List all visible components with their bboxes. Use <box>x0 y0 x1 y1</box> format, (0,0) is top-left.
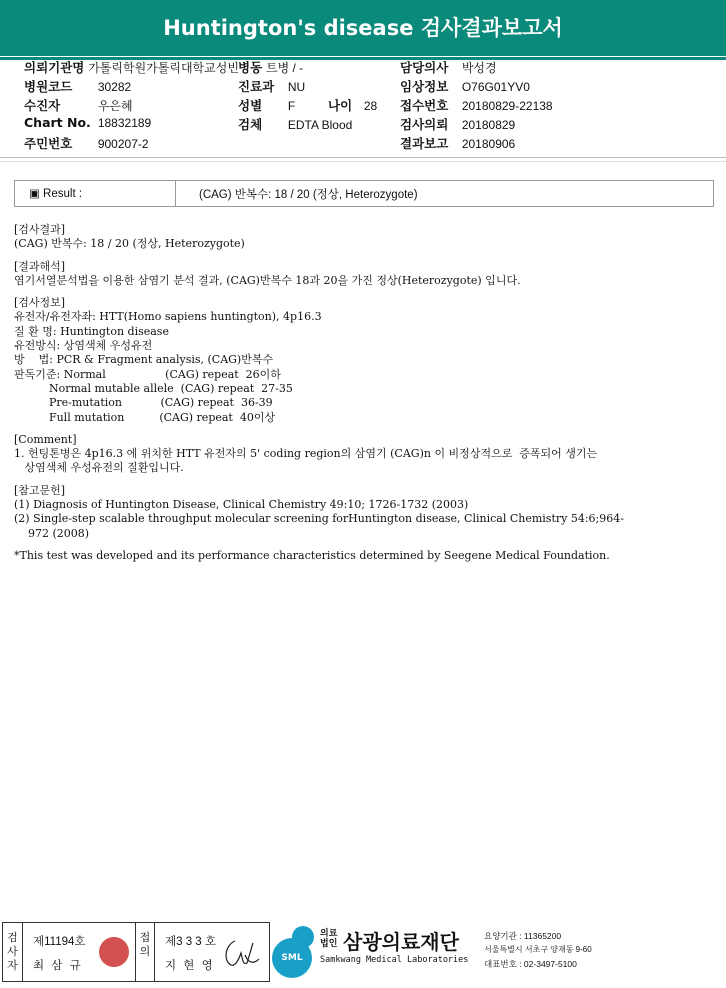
request-value: 20180829 <box>461 118 516 132</box>
body-line: 염기서열분석법을 이용한 삼염기 분석 결과, (CAG)반복수 18과 20을 가진 정상(Heterozygote) 입니다. <box>14 273 521 287</box>
body-line: 972 (2008) <box>14 526 90 540</box>
ward-label: 병동 <box>238 60 263 75</box>
header-divider <box>0 157 726 158</box>
body-line <box>14 252 624 260</box>
specimen-label: 검체 <box>238 117 263 132</box>
reviewer-signature-icon <box>221 935 261 971</box>
body-line: Full mutation (CAG) repeat 40이상 <box>14 410 276 424</box>
doctor-label: 담당의사 <box>400 60 449 75</box>
body-line: Normal mutable allele (CAG) repeat 27-35 <box>14 381 293 395</box>
report-date-label: 결과보고 <box>400 136 449 151</box>
body-line <box>14 425 624 433</box>
body-line <box>14 476 624 484</box>
ward-value: 트병 / - <box>265 61 304 75</box>
org-code: 요양기관 : 11365200 <box>484 931 562 941</box>
sml-logo-icon <box>272 938 312 978</box>
clinical-info-value: O76G01YV0 <box>461 80 530 94</box>
section-heading: [검사결과] <box>14 223 66 236</box>
org-prefix: 의료법인 <box>320 928 338 948</box>
body-line <box>14 288 624 296</box>
result-summary-box <box>14 180 714 207</box>
inspector-number: 제11194호 <box>33 936 86 948</box>
dept-value: NU <box>287 80 306 94</box>
body-line: (CAG) 반복수: 18 / 20 (정상, Heterozygote) <box>14 237 245 251</box>
footer <box>0 920 726 988</box>
dept-label: 진료과 <box>238 79 275 94</box>
body-line: *This test was developed and its performance characteristics determined by Seegene Medical Foundation. <box>14 548 610 562</box>
reviewer-name: 지 현 영 <box>165 960 215 972</box>
reviewer-column-label <box>135 923 155 981</box>
report-title: Huntington's disease 검사결과보고서 <box>0 0 726 56</box>
inspector-col-text: 검사자 <box>7 931 18 972</box>
patient-label: 수진자 <box>24 98 61 113</box>
specimen-value: EDTA Blood <box>287 118 353 132</box>
body-line: 유전자/유전자좌: HTT(Homo sapiens huntington), 4p16.3 <box>14 310 322 324</box>
result-separator <box>175 181 176 206</box>
age-value: 28 <box>363 99 378 113</box>
section-heading: [참고문헌] <box>14 483 66 497</box>
reviewer-col-text: 접의 <box>139 931 151 958</box>
inspector-seal-icon <box>99 937 129 967</box>
report-body <box>14 223 624 563</box>
hospital-code-label: 병원코드 <box>24 79 73 94</box>
logo-text: SML <box>281 953 303 963</box>
report-date-value: 20180906 <box>461 137 516 151</box>
org-name-en: Samkwang Medical Laboratories <box>320 955 469 965</box>
body-line: 판독기준: Normal (CAG) repeat 26이하 <box>14 367 281 381</box>
section-heading: [Comment] <box>14 432 77 446</box>
patient-value: 우은혜 <box>97 99 133 113</box>
org-phone: 대표번호 : 02-3497-5100 <box>484 959 577 969</box>
body-line <box>14 541 624 549</box>
inspector-name: 최 삼 규 <box>33 960 83 972</box>
body-line: 상염색체 우성유전의 질환입니다. <box>14 461 184 475</box>
hospital-code-value: 30282 <box>97 80 132 94</box>
org-address: 서울특별시 서초구 양재동 9-60 <box>484 945 592 954</box>
rrn-label: 주민번호 <box>24 136 73 151</box>
result-value: (CAG) 반복수: 18 / 20 (정상, Heterozygote) <box>199 189 418 201</box>
body-line: 질 환 명: Huntington disease <box>14 324 169 338</box>
inspector-column-label <box>3 923 23 981</box>
chart-label: Chart No. <box>24 115 91 130</box>
header-divider-secondary <box>0 161 726 162</box>
receipt-value: 20180829-22138 <box>461 99 553 113</box>
signature-box <box>2 922 270 982</box>
institution-value: 가톨릭학원가톨릭대학교성빈 <box>88 61 239 75</box>
body-line: (2) Single-step scalable throughput molecular screening forHuntington disease, Clinical Chemistry 54:6;964- <box>14 512 624 526</box>
section-heading: [결과해석] <box>14 259 66 273</box>
clinical-info-label: 임상정보 <box>400 79 449 94</box>
body-line: 1. 헌팅톤병은 4p16.3 에 위치한 HTT 유전자의 5' coding region의 삼염기 (CAG)n 이 비정상적으로 증폭되어 생기는 <box>14 447 598 461</box>
doctor-value: 박성경 <box>461 61 497 75</box>
sex-value: F <box>287 99 296 113</box>
receipt-label: 접수번호 <box>400 98 449 113</box>
org-name: 삼광의료재단 <box>343 930 459 954</box>
body-line: 방 법: PCR & Fragment analysis, (CAG)반복수 <box>14 353 274 367</box>
chart-value: 18832189 <box>97 116 152 130</box>
rrn-value: 900207-2 <box>97 137 149 151</box>
result-label: ▣ Result : <box>29 188 83 200</box>
section-heading: [검사정보] <box>14 296 66 310</box>
body-line: (1) Diagnosis of Huntington Disease, Clinical Chemistry 49:10; 1726-1732 (2003) <box>14 498 469 512</box>
sex-label: 성별 <box>238 98 263 113</box>
body-line: Pre-mutation (CAG) repeat 36-39 <box>14 396 273 410</box>
request-label: 검사의뢰 <box>400 117 449 132</box>
body-line: 유전방식: 상염색체 우성유전 <box>14 339 153 353</box>
reviewer-number: 제3 3 3 호 <box>165 936 216 948</box>
age-label: 나이 <box>328 98 353 113</box>
institution-label: 의뢰기관명 <box>24 60 85 75</box>
